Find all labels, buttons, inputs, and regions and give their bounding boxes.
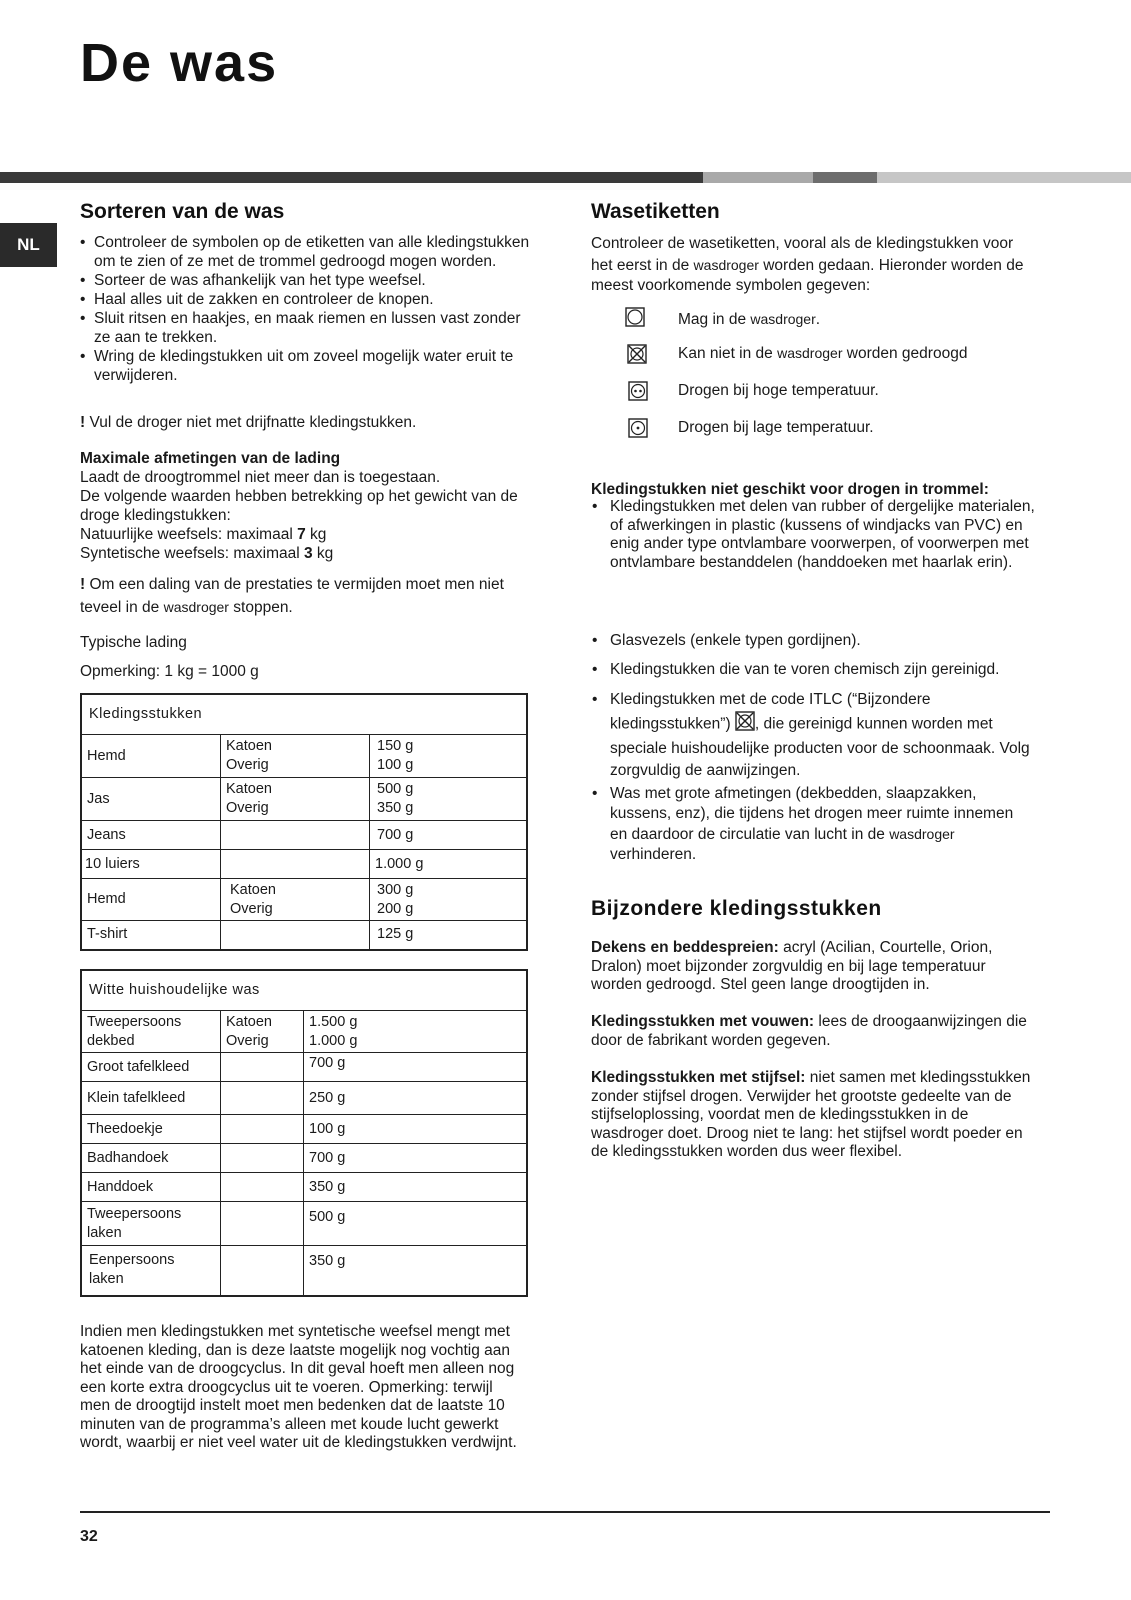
special-p3 <box>591 1069 1031 1162</box>
special-p1-label: Dekens en beddespreien: <box>591 939 779 956</box>
list-item: • Sorteer de was afhankelijk van het type weefsel. <box>80 271 530 290</box>
header-bar-accent <box>813 172 877 183</box>
max-load-line2: De volgende waarden hebben betrekking op het gewicht van de droge kledingstukken: <box>80 488 518 524</box>
special-heading: Bijzondere kledingsstukken <box>591 897 882 920</box>
table-row <box>81 1053 527 1082</box>
weight-cell: 700 g <box>370 821 528 850</box>
labels-intro <box>591 234 1031 297</box>
weight-cell: 150 g 100 g <box>370 735 528 778</box>
table-row <box>81 1115 527 1144</box>
mixing-paragraph: Indien men kledingstukken met syntetische weefsel mengt met katoenen kleding, dan is deze laatste mogelijk nog vochtig aan het einde van de droogcyclus. In dit geval hoeft men alleen nog een korte extra droogcyclus uit te voeren. Opmerking: terwijl men de droogtijd instelt moet men bedenken dat de laatste 10 minuten van de programma’s alleen met koude lucht gewerkt wordt, waarbij er niet veel water uit de kledingstukken verdwijnt. <box>80 1323 517 1451</box>
item-cell: Hemd <box>81 735 221 778</box>
max-load-section <box>80 449 530 563</box>
weight-cell: 1.500 g 1.000 g <box>304 1011 528 1053</box>
unsuitable-list-2 <box>591 631 1036 650</box>
table-row <box>81 921 527 950</box>
synthetic-label: Syntetische weefsels: maximaal <box>80 545 304 562</box>
symbol-label: Mag in de wasdroger. <box>678 311 821 328</box>
special-p1-text: acryl (Acilian, Courtelle, Orion, Dralon) moet bijzonder zorgvuldig en bij lage temperatuur worden gedroogd. Stel geen lange droogtijden in. <box>591 939 993 993</box>
item-cell: Jas <box>81 778 221 821</box>
fabric-cell <box>221 1173 304 1202</box>
weight-cell: 250 g <box>304 1082 528 1115</box>
weight-cell: 350 g <box>304 1246 528 1296</box>
fabric-cell <box>221 921 370 950</box>
weight-cell: 1.000 g <box>370 850 528 879</box>
table-row <box>81 821 527 850</box>
warning-mark: ! <box>80 414 86 431</box>
fabric-cell: Katoen Overig <box>221 778 370 821</box>
unsuitable-list-4 <box>591 689 1031 782</box>
list-item: • Kledingstukken die van te voren chemisch zijn gereinigd. <box>591 660 1036 679</box>
table-header: Witte huishoudelijke was <box>81 970 527 1011</box>
special-p2 <box>591 1013 1031 1050</box>
natural-value: 7 <box>297 526 306 543</box>
item-cell: Groot tafelkleed <box>81 1053 221 1082</box>
weight-cell: 500 g 350 g <box>370 778 528 821</box>
unsuitable-list-3 <box>591 660 1036 679</box>
list-item: • Sluit ritsen en haakjes, en maak riemen en lussen vast zonder ze aan te trekken. <box>80 309 530 347</box>
typical-heading: Typische lading <box>80 634 187 651</box>
tumble-dry-allowed-icon <box>625 307 645 332</box>
item-cell: Tweepersoons laken <box>81 1202 221 1246</box>
table-row <box>81 879 527 921</box>
sorting-heading: Sorteren van de was <box>80 200 285 223</box>
tumble-dry-low-icon <box>628 418 648 443</box>
do-not-tumble-dry-icon <box>627 344 647 369</box>
fabric-cell: Katoen Overig <box>221 735 370 778</box>
load-table-clothing <box>80 693 528 951</box>
table-header: Kledingsstukken <box>81 694 527 735</box>
synthetic-unit: kg <box>312 545 334 562</box>
fabric-cell <box>221 850 370 879</box>
special-p1 <box>591 939 1031 995</box>
unsuitable-list-5 <box>591 784 1031 865</box>
table-row <box>81 1173 527 1202</box>
fabric-cell: Katoen Overig <box>221 879 370 921</box>
symbol-label: Kan niet in de wasdroger worden gedroogd <box>678 345 968 362</box>
max-load-synthetic <box>80 544 530 563</box>
fabric-cell <box>221 821 370 850</box>
item-cell: Eenpersoons laken <box>81 1246 221 1296</box>
table-row <box>81 735 527 778</box>
sorting-warning <box>80 413 530 432</box>
typical-note: Opmerking: 1 kg = 1000 g <box>80 663 259 680</box>
fabric-cell <box>221 1202 304 1246</box>
special-p3-text: niet samen met kledingsstukken zonder stijfsel drogen. Verwijder het grootste gedeelte van de stijfseloplossing, voordat men de kledingsstukken in de wasdroger doet. Droog niet te lang: het stijfsel wordt poeder en de kledingsstukken worden dus weer flexibel. <box>591 1069 1031 1160</box>
item-cell: 10 luiers <box>81 850 221 879</box>
weight-cell: 700 g <box>304 1053 528 1082</box>
table-row <box>81 1246 527 1296</box>
fabric-cell <box>221 1115 304 1144</box>
item-cell: Tweepersoons dekbed <box>81 1011 221 1053</box>
header-bar-mid <box>703 172 813 183</box>
item-cell: Theedoekje <box>81 1115 221 1144</box>
special-p3-label: Kledingsstukken met stijfsel: <box>591 1069 806 1086</box>
max-load-line1: Laadt de droogtrommel niet meer dan is toegestaan. <box>80 469 441 486</box>
symbol-label: Drogen bij lage temperatuur. <box>678 419 874 436</box>
item-cell: Hemd <box>81 879 221 921</box>
natural-unit: kg <box>305 526 327 543</box>
item-cell: T-shirt <box>81 921 221 950</box>
warning-mark: ! <box>80 576 86 593</box>
weight-cell: 350 g <box>304 1173 528 1202</box>
warning-text-small: wasdroger <box>163 599 229 615</box>
synthetic-value: 3 <box>303 545 313 562</box>
weight-cell: 300 g 200 g <box>370 879 528 921</box>
list-item: • Kledingstukken met de code ITLC (“Bijzondere kledingsstukken”) , die gereinigd kunnen worden met speciale huishoudelijke producten voor de schoonmaak. Volg zorgvuldig de aanwijzingen. <box>591 689 1031 782</box>
warning-text: Om een daling van de prestaties te vermijden moet men niet teveel in de <box>80 576 504 616</box>
intro-text-small: wasdroger <box>693 256 759 273</box>
list-item: • Controleer de symbolen op de etiketten van alle kledingstukken om te zien of ze met de trommel gedroogd mogen worden. <box>80 233 530 271</box>
dry-clean-special-icon <box>735 711 755 738</box>
footer-divider <box>80 1511 1050 1513</box>
item-cell: Jeans <box>81 821 221 850</box>
table-row <box>81 850 527 879</box>
tumble-dry-high-icon <box>628 381 648 406</box>
unsuitable-heading: Kledingstukken niet geschikt voor drogen in trommel: <box>591 481 989 498</box>
list-item: • Glasvezels (enkele typen gordijnen). <box>591 631 1036 650</box>
max-load-natural <box>80 525 530 544</box>
load-table-household <box>80 969 528 1297</box>
special-p2-label: Kledingsstukken met vouwen: <box>591 1013 815 1030</box>
special-p2-text: lees de droogaanwijzingen die door de fabrikant worden gegeven. <box>591 1013 1027 1049</box>
max-load-heading: Maximale afmetingen van de lading <box>80 450 341 467</box>
table-row <box>81 1144 527 1173</box>
fabric-cell <box>221 1246 304 1296</box>
header-bar-dark <box>0 172 703 183</box>
weight-cell: 125 g <box>370 921 528 950</box>
item-cell: Handdoek <box>81 1173 221 1202</box>
max-load-warning <box>80 574 520 619</box>
page-title: De was <box>80 33 279 93</box>
table-row <box>81 1082 527 1115</box>
sorting-list <box>80 233 530 385</box>
table-row <box>81 1202 527 1246</box>
list-item: • Haal alles uit de zakken en controleer de knopen. <box>80 290 530 309</box>
fabric-cell <box>221 1053 304 1082</box>
warning-text-end: stoppen. <box>228 599 293 616</box>
fabric-cell <box>221 1082 304 1115</box>
item-cell: Klein tafelkleed <box>81 1082 221 1115</box>
table-row <box>81 1011 527 1053</box>
fabric-cell <box>221 1144 304 1173</box>
header-bar-light <box>877 172 1131 183</box>
weight-cell: 500 g <box>304 1202 528 1246</box>
language-tab: NL <box>0 223 57 267</box>
page-number: 32 <box>80 1528 98 1545</box>
fabric-cell: Katoen Overig <box>221 1011 304 1053</box>
list-item: • Wring de kledingstukken uit om zoveel mogelijk water eruit te verwijderen. <box>80 347 530 385</box>
weight-cell: 100 g <box>304 1115 528 1144</box>
unsuitable-list <box>591 498 1036 572</box>
item-cell: Badhandoek <box>81 1144 221 1173</box>
natural-label: Natuurlijke weefsels: maximaal <box>80 526 298 543</box>
warning-text: Vul de droger niet met drijfnatte kledingstukken. <box>89 414 417 431</box>
weight-cell: 700 g <box>304 1144 528 1173</box>
intro-text: Controleer de wasetiketten, vooral als de kledingstukken voor het eerst in de <box>591 235 1014 274</box>
symbol-label: Drogen bij hoge temperatuur. <box>678 382 879 399</box>
intro-text-end: worden gedaan. Hieronder worden de meest voorkomende symbolen gegeven: <box>591 256 1024 294</box>
table-row <box>81 778 527 821</box>
labels-heading: Wasetiketten <box>591 200 720 223</box>
list-item: • Kledingstukken met delen van rubber of dergelijke materialen, of afwerkingen in plastic (kussens of windjacks van PVC) en enig ander type ontvlambare voorwerpen, of voorwerpen met ontvlambare bestanddelen (handdoeken met haarlak erin). <box>591 498 1036 572</box>
list-item: • Was met grote afmetingen (dekbedden, slaapzakken, kussens, enz), die tijdens het drogen meer ruimte innemen en daardoor de circulatie van lucht in de wasdroger verhinderen. <box>591 784 1031 865</box>
